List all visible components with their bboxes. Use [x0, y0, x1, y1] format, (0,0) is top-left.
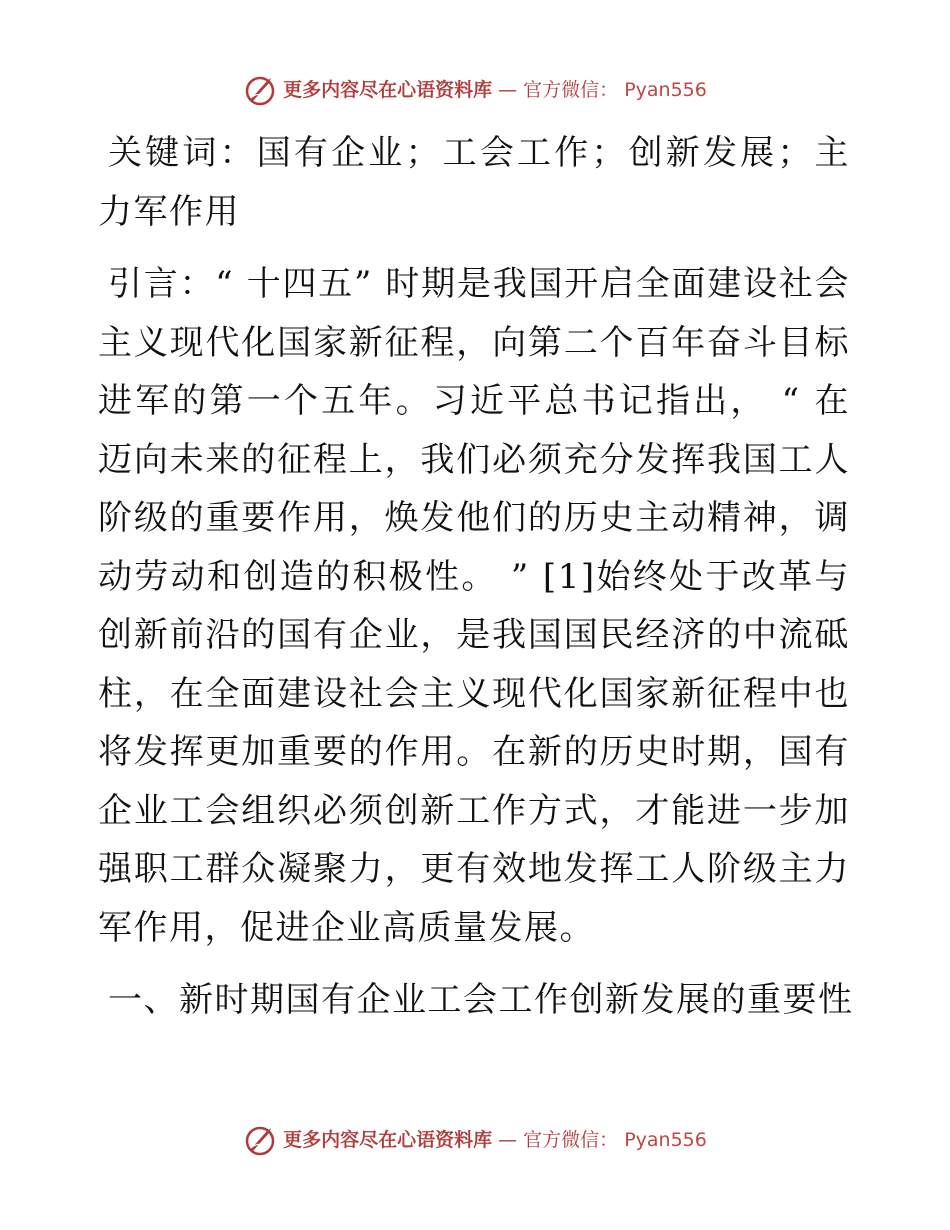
quill-pen-logo-icon: [243, 1123, 277, 1157]
banner-separator: —: [498, 1128, 518, 1151]
banner-text: 更多内容尽在心语资料库: [283, 78, 493, 101]
quill-pen-logo-icon: [243, 73, 277, 107]
banner-suffix: 官方微信：: [523, 1128, 619, 1151]
keywords-paragraph: 关键词：国有企业；工会工作；创新发展；主力军作用: [98, 133, 850, 232]
banner-wechat-id: Pyan556: [624, 78, 707, 101]
banner-suffix: 官方微信：: [523, 78, 619, 101]
banner-wechat-id: Pyan556: [624, 1128, 707, 1151]
footer-banner: [0, 1120, 950, 1160]
header-banner: [0, 70, 950, 110]
document-body: [98, 124, 854, 1030]
banner-separator: —: [498, 78, 518, 101]
intro-paragraph: 引言：“ 十四五” 时期是我国开启全面建设社会主义现代化国家新征程，向第二个百年奋斗目标进军的第一个五年。习近平总书记指出， “ 在迈向未来的征程上，我们必须充分发挥我国工人阶级的重要作用，焕发他们的历史主动精神，调动劳动和创造的积极性。 ” [1]始终处于改革与创新前沿的国有企业，是我国国民经济的中流砥柱，在全面建设社会主义现代化国家新征程中也将发挥更加重要的作用。在新的历史时期，国有企业工会组织必须创新工作方式，才能进一步加强职工群众凝聚力，更有效地发挥工人阶级主力军作用，促进企业高质量发展。: [98, 264, 850, 948]
section-heading: 一、新时期国有企业工会工作创新发展的重要性: [108, 980, 854, 1020]
banner-text: 更多内容尽在心语资料库: [283, 1128, 493, 1151]
